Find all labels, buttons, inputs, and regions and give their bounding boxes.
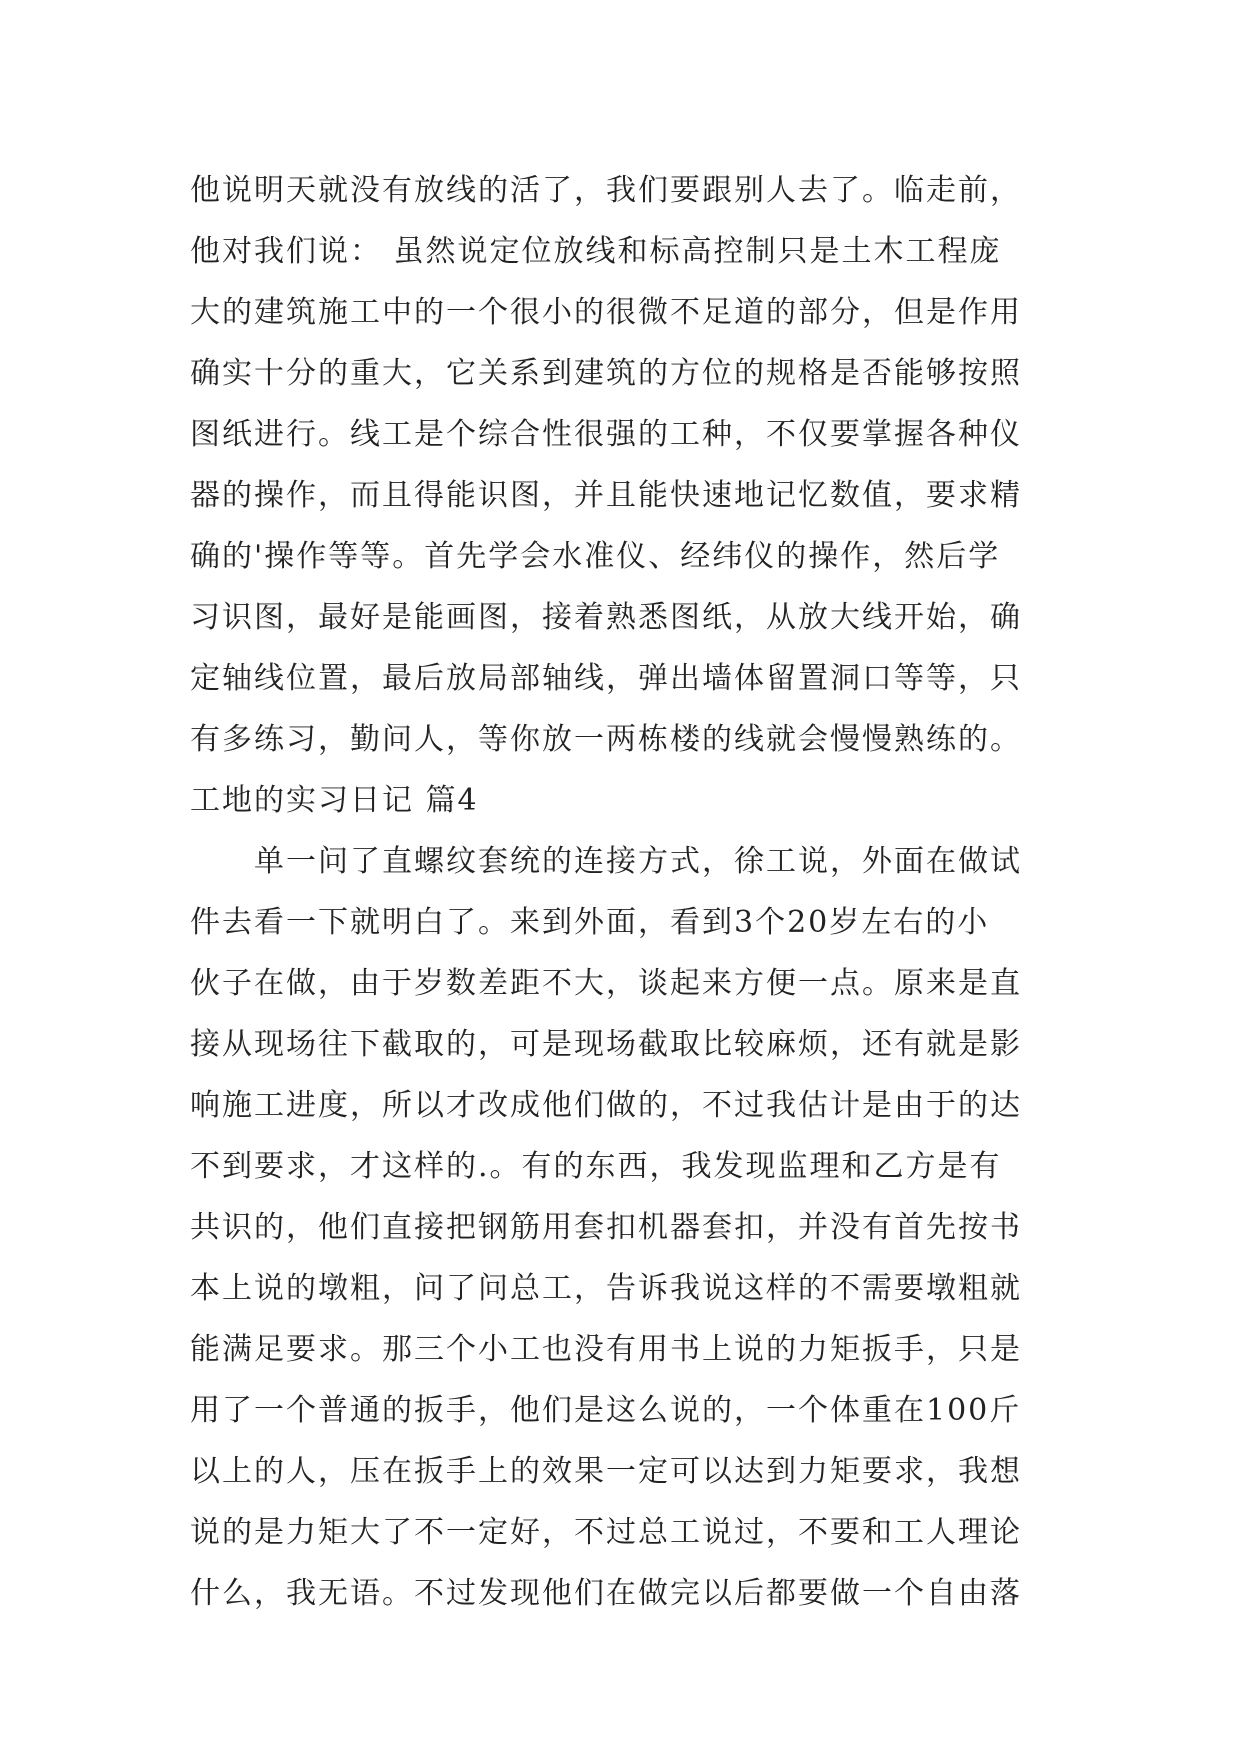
text-line: 确实十分的重大，它关系到建筑的方位的规格是否能够按照 — [190, 356, 1022, 391]
text-line: 以上的人，压在扳手上的效果一定可以达到力矩要求，我想 — [190, 1454, 1022, 1489]
text-line: 响施工进度，所以才改成他们做的，不过我估计是由于的达 — [190, 1088, 1022, 1123]
text-line: 件去看一下就明白了。来到外面，看到3个20岁左右的小 — [190, 905, 990, 940]
section-heading: 工地的实习日记 篇4 — [190, 783, 479, 818]
text-line: 伙子在做，由于岁数差距不大，谈起来方便一点。原来是直 — [190, 966, 1022, 1001]
text-line: 他说明天就没有放线的活了，我们要跟别人去了。临走前， — [190, 173, 1022, 208]
text-line: 大的建筑施工中的一个很小的很微不足道的部分，但是作用 — [190, 295, 1022, 330]
text-line: 图纸进行。线工是个综合性很强的工种，不仅要掌握各种仪 — [190, 417, 1022, 452]
text-line: 什么，我无语。不过发现他们在做完以后都要做一个自由落 — [190, 1576, 1022, 1611]
text-line: 习识图，最好是能画图，接着熟悉图纸，从放大线开始，确 — [190, 600, 1022, 635]
text-line: 不到要求，才这样的.。有的东西，我发现监理和乙方是有 — [190, 1149, 1002, 1184]
text-line: 共识的，他们直接把钢筋用套扣机器套扣，并没有首先按书 — [190, 1210, 1022, 1245]
text-line: 有多练习，勤问人，等你放一两栋楼的线就会慢慢熟练的。 — [190, 722, 1022, 757]
text-line: 能满足要求。那三个小工也没有用书上说的力矩扳手，只是 — [190, 1332, 1022, 1367]
text-line: 说的是力矩大了不一定好，不过总工说过，不要和工人理论 — [190, 1515, 1022, 1550]
text-line: 确的'操作等等。首先学会水准仪、经纬仪的操作，然后学 — [190, 539, 1001, 574]
text-line: 用了一个普通的扳手，他们是这么说的，一个体重在100斤 — [190, 1393, 1022, 1428]
text-line: 定轴线位置，最后放局部轴线，弹出墙体留置洞口等等，只 — [190, 661, 1022, 696]
document-body — [190, 160, 1070, 1624]
text-line: 器的操作，而且得能识图，并且能快速地记忆数值，要求精 — [190, 478, 1022, 513]
text-line: 本上说的墩粗，问了问总工，告诉我说这样的不需要墩粗就 — [190, 1271, 1022, 1306]
paragraph-first-line: 单一问了直螺纹套统的连接方式，徐工说，外面在做试 — [254, 844, 1022, 879]
text-line: 他对我们说： 虽然说定位放线和标高控制只是土木工程庞 — [190, 234, 1002, 269]
text-line: 接从现场往下截取的，可是现场截取比较麻烦，还有就是影 — [190, 1027, 1022, 1062]
